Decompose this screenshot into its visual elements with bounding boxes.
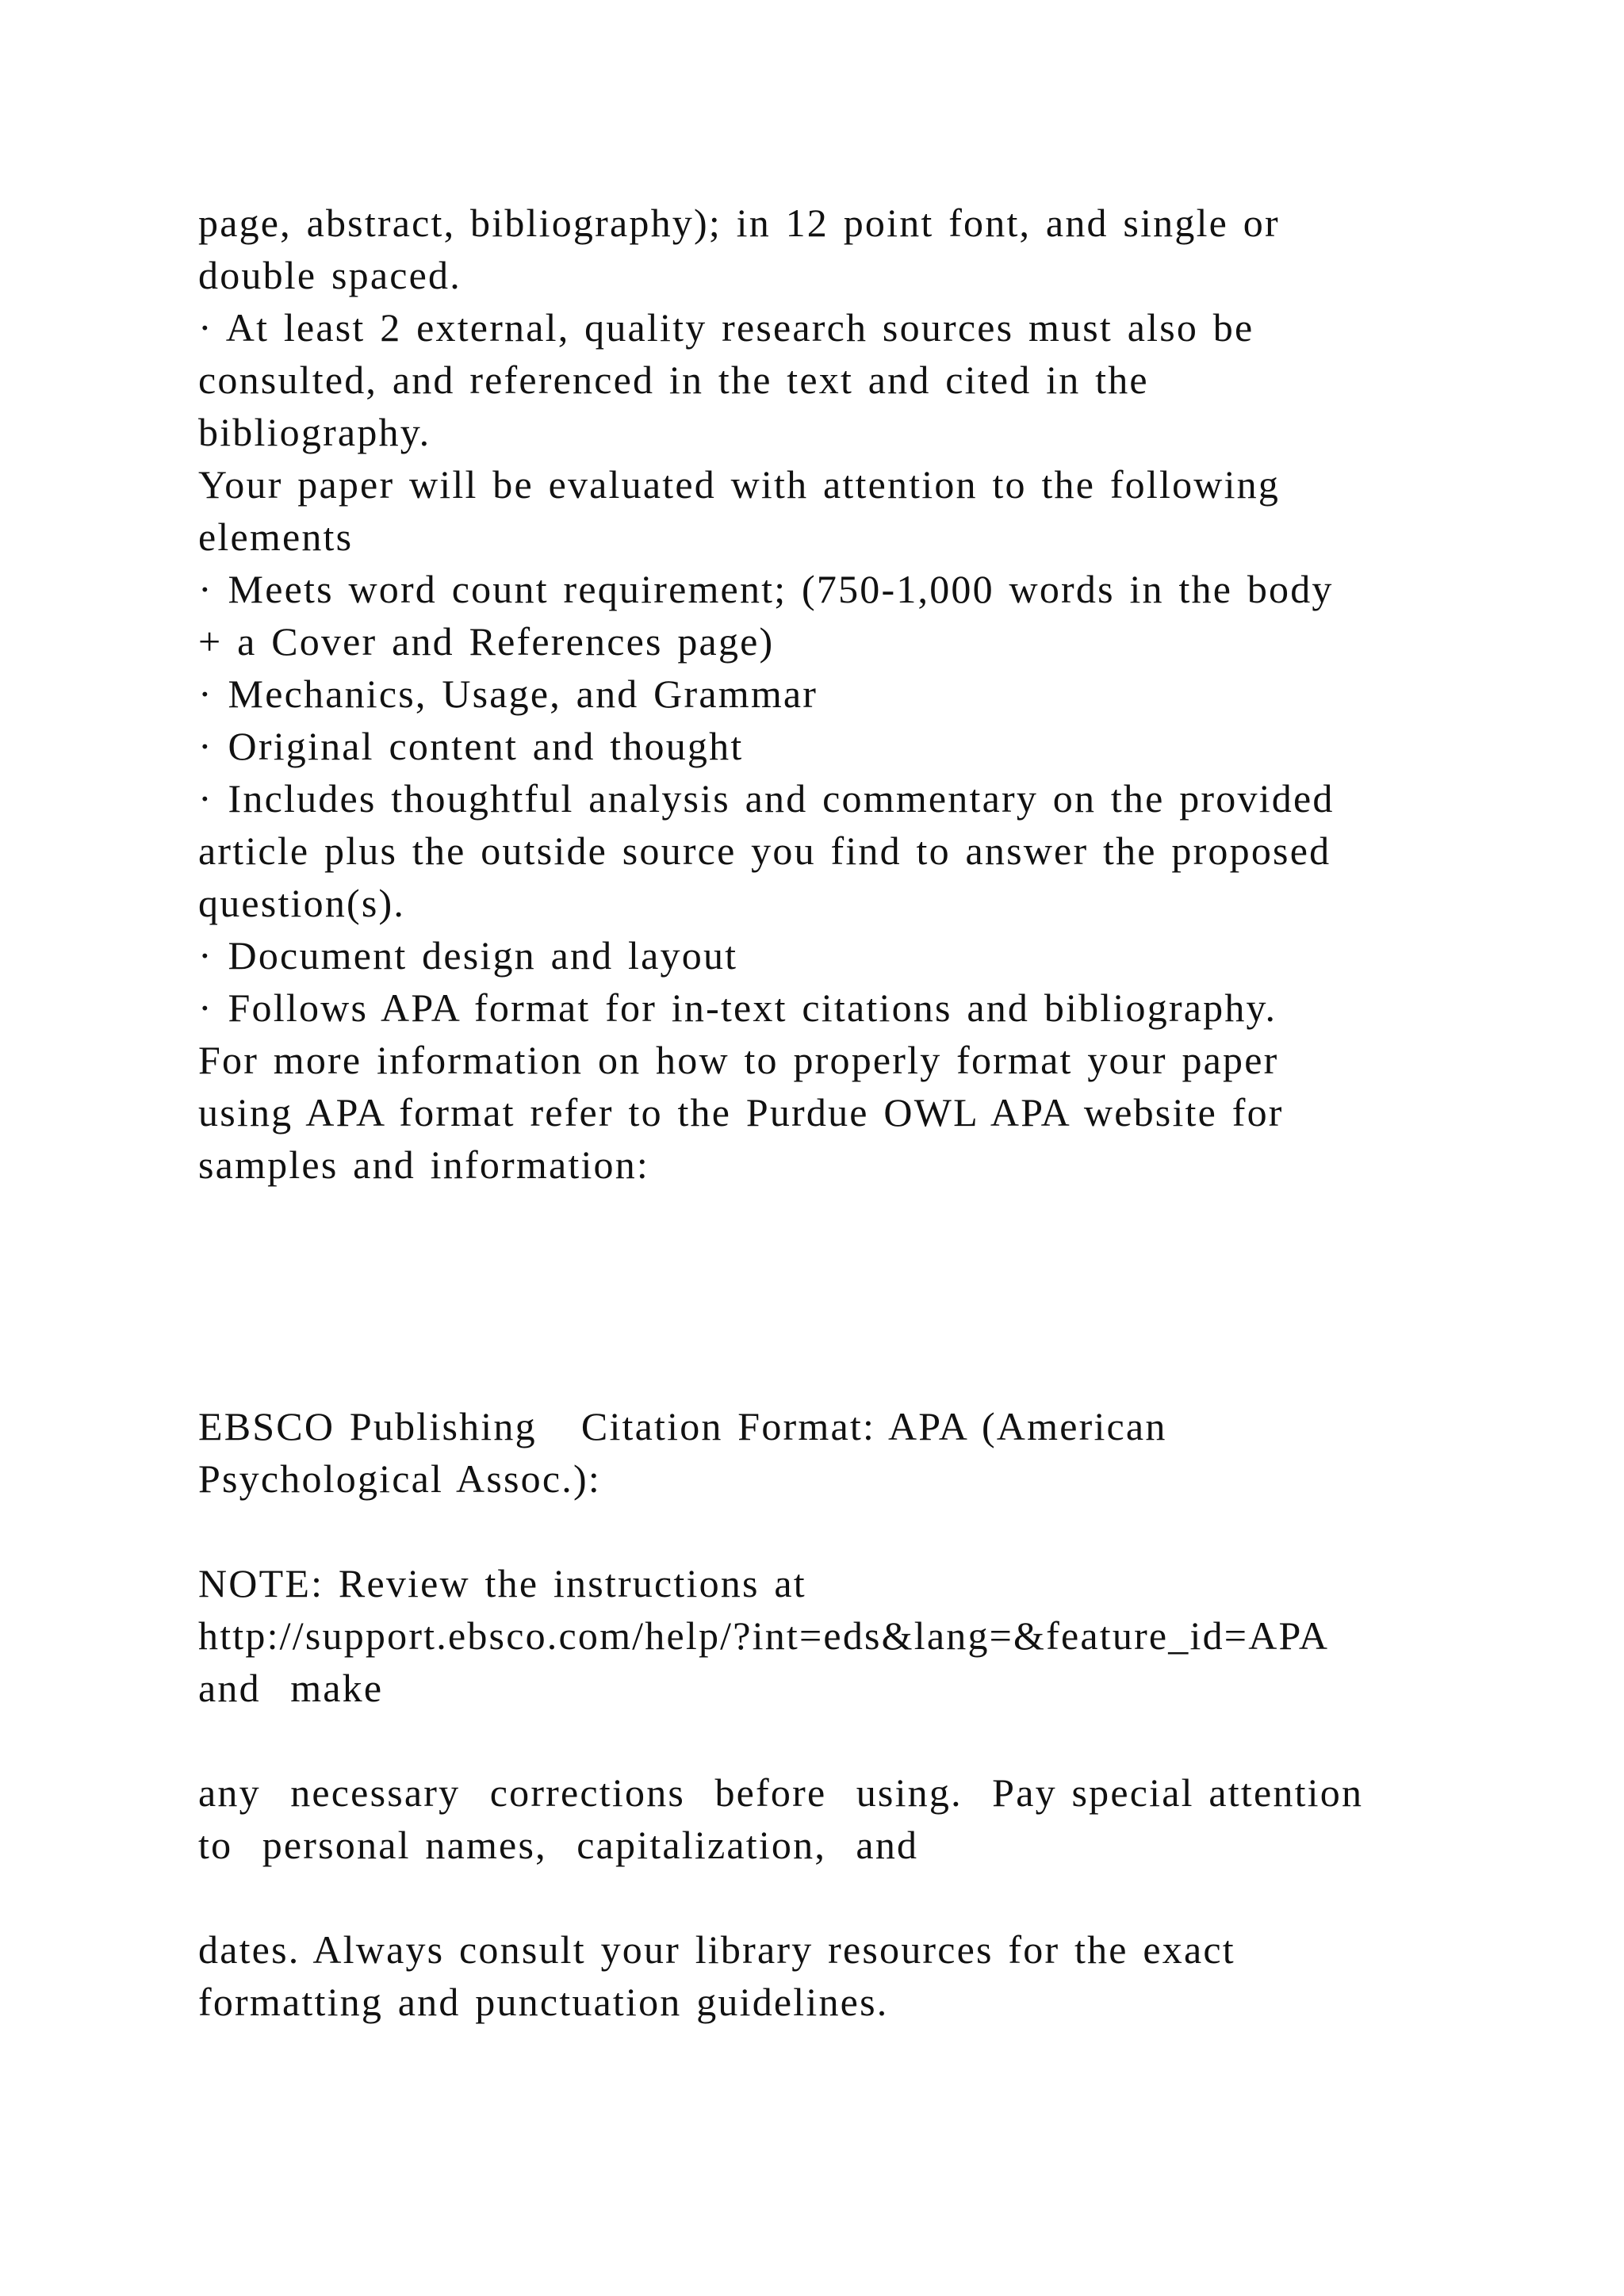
text-line: question(s). [198,881,406,925]
assignment-requirements-text [198,197,1515,1191]
text-line: · Document design and layout [198,933,738,978]
text-line: For more information on how to properly format your paper [198,1038,1279,1082]
text-line: · At least 2 external, quality research sources must also be [198,305,1254,350]
text-line: EBSCO Publishing Citation Format: APA (American [198,1404,1167,1448]
text-line: to personal names, capitalization, and [198,1823,919,1867]
text-line: samples and information: [198,1142,650,1187]
text-line: Your paper will be evaluated with attention to the following [198,462,1281,507]
citation-format-heading [198,1400,1515,1505]
corrections-paragraph [198,1766,1515,1871]
text-line: elements [198,515,354,559]
text-line: · Meets word count requirement; (750-1,000 words in the body [198,567,1334,611]
dates-paragraph [198,1923,1515,2028]
text-line: · Original content and thought [198,724,744,768]
text-line: dates. Always consult your library resources for the exact [198,1927,1235,1972]
note-paragraph [198,1557,1515,1714]
text-line: any necessary corrections before using. Pay special attention [198,1770,1364,1815]
text-line: · Includes thoughtful analysis and commentary on the provided [198,776,1335,821]
text-line: + a Cover and References page) [198,619,775,664]
text-line: double spaced. [198,253,462,297]
text-line: page, abstract, bibliography); in 12 point font, and single or [198,201,1280,245]
text-line: Psychological Assoc.): [198,1456,601,1501]
text-line: consulted, and referenced in the text and cited in the [198,358,1149,402]
text-line: bibliography. [198,410,431,454]
text-line: article plus the outside source you find to answer the proposed [198,828,1331,873]
text-line: using APA format refer to the Purdue OWL APA website for [198,1090,1284,1135]
text-line: formatting and punctuation guidelines. [198,1980,889,2024]
text-line: · Mechanics, Usage, and Grammar [198,672,818,716]
url-text-line: http://support.ebsco.com/help/?int=eds&lang=&feature_id=APA [198,1613,1330,1658]
text-line: · Follows APA format for in-text citations and bibliography. [198,985,1277,1030]
text-line: NOTE: Review the instructions at [198,1561,806,1605]
text-line: and make [198,1666,384,1710]
